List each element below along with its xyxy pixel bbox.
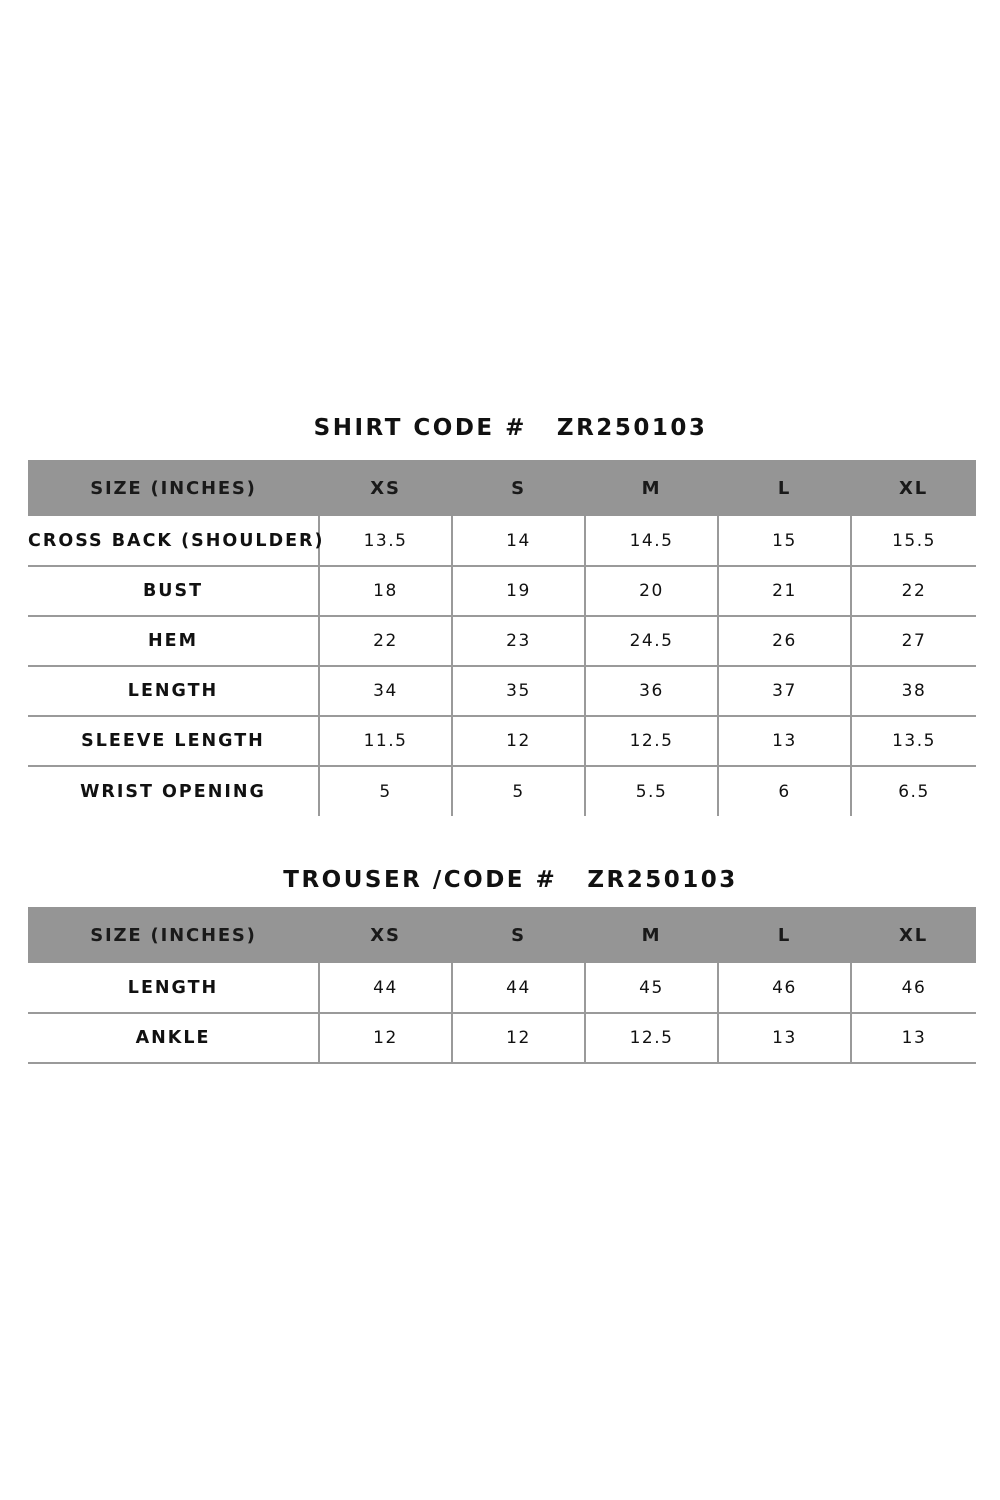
row-label: LENGTH <box>127 977 219 998</box>
table-row <box>28 566 976 616</box>
table-cell: 19 <box>452 566 585 616</box>
table-cell: 45 <box>585 963 718 1013</box>
row-label: SLEEVE LENGTH <box>81 731 265 751</box>
table-cell: 23 <box>452 616 585 666</box>
table-cell: 12 <box>319 1013 452 1063</box>
table-cell: 6 <box>718 766 851 816</box>
shirt-title-prefix: SHIRT CODE # <box>313 415 527 441</box>
table-row <box>28 666 976 716</box>
row-label: ANKLE <box>135 1028 211 1048</box>
trouser-title <box>0 841 1000 893</box>
header-size-label: SIZE (INCHES) <box>90 924 257 946</box>
table-header-row <box>28 460 976 516</box>
table-cell: 37 <box>718 666 851 716</box>
table-cell: 24.5 <box>585 616 718 666</box>
table-cell: 13.5 <box>319 516 452 566</box>
table-cell: 13.5 <box>851 716 976 766</box>
trouser-code: ZR250103 <box>587 867 738 893</box>
shirt-title <box>0 389 1000 441</box>
table-cell: 46 <box>718 963 851 1013</box>
header-size-l: L <box>777 924 792 946</box>
header-size-l: L <box>777 477 792 499</box>
table-cell: 35 <box>452 666 585 716</box>
table-header-row <box>28 907 976 963</box>
table-cell: 44 <box>319 963 452 1013</box>
table-row <box>28 963 976 1013</box>
table-cell: 46 <box>851 963 976 1013</box>
trouser-title-prefix: TROUSER /CODE # <box>283 867 558 893</box>
table-cell: 38 <box>851 666 976 716</box>
table-row <box>28 716 976 766</box>
table-cell: 13 <box>851 1013 976 1063</box>
table-cell: 34 <box>319 666 452 716</box>
table-cell: 14.5 <box>585 516 718 566</box>
header-size-m: M <box>641 924 662 946</box>
row-label: BUST <box>142 581 204 601</box>
header-size-xs: XS <box>370 924 401 946</box>
trouser-size-table <box>28 907 976 1064</box>
table-cell: 12 <box>452 1013 585 1063</box>
table-cell: 36 <box>585 666 718 716</box>
table-row <box>28 516 976 566</box>
table-row <box>28 1013 976 1063</box>
row-label: CROSS BACK (SHOULDER) <box>28 530 325 551</box>
row-label: HEM <box>147 631 198 651</box>
header-size-m: M <box>641 477 662 499</box>
table-cell: 21 <box>718 566 851 616</box>
header-size-xl: XL <box>899 924 928 946</box>
table-cell: 18 <box>319 566 452 616</box>
table-cell: 14 <box>452 516 585 566</box>
row-label: WRIST OPENING <box>80 781 266 802</box>
row-label: LENGTH <box>127 681 219 701</box>
header-size-xl: XL <box>899 477 928 499</box>
table-cell: 6.5 <box>851 766 976 816</box>
table-cell: 11.5 <box>319 716 452 766</box>
table-cell: 5 <box>452 766 585 816</box>
header-size-s: S <box>511 924 526 946</box>
table-cell: 13 <box>718 1013 851 1063</box>
table-cell: 12.5 <box>585 716 718 766</box>
header-size-s: S <box>511 477 526 499</box>
table-cell: 12.5 <box>585 1013 718 1063</box>
shirt-code: ZR250103 <box>556 415 708 441</box>
table-row <box>28 766 976 816</box>
table-cell: 15 <box>718 516 851 566</box>
table-cell: 13 <box>718 716 851 766</box>
table-cell: 5.5 <box>585 766 718 816</box>
table-cell: 5 <box>319 766 452 816</box>
table-cell: 22 <box>319 616 452 666</box>
table-cell: 26 <box>718 616 851 666</box>
table-cell: 20 <box>585 566 718 616</box>
table-row <box>28 616 976 666</box>
table-cell: 44 <box>452 963 585 1013</box>
table-cell: 27 <box>851 616 976 666</box>
shirt-size-table <box>28 460 976 816</box>
table-cell: 22 <box>851 566 976 616</box>
header-size-xs: XS <box>370 477 401 499</box>
table-cell: 15.5 <box>851 516 976 566</box>
table-cell: 12 <box>452 716 585 766</box>
header-size-label: SIZE (INCHES) <box>90 477 257 499</box>
